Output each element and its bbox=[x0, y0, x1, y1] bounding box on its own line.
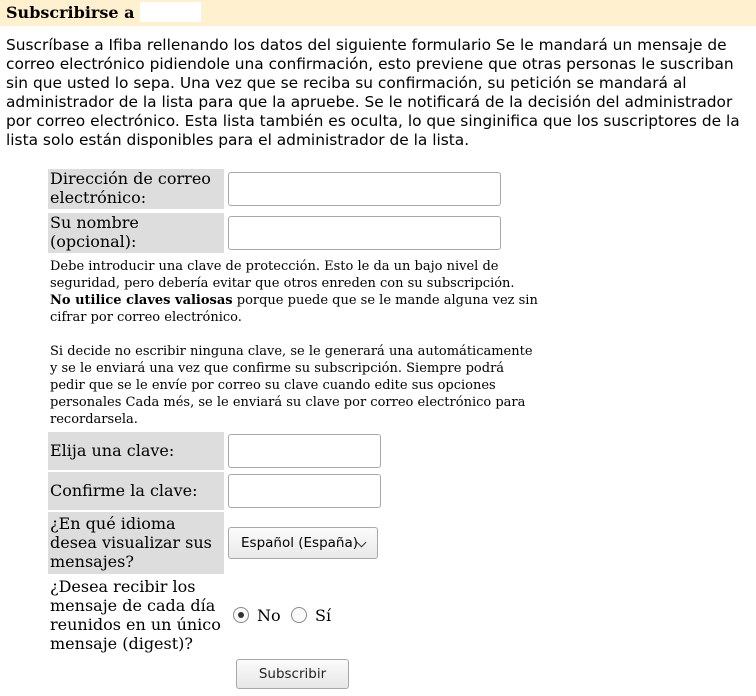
digest-label: ¿Desea recibir los mensaje de cada día reunidos en un único mensaje (digest)? bbox=[50, 577, 221, 653]
password-note bbox=[50, 258, 538, 326]
confirm-password-label: Confirme la clave: bbox=[48, 472, 224, 510]
password-note-part2: porque puede que se le mande alguna vez sin cifrar por correo electrónico. bbox=[50, 293, 538, 325]
password-note-auto: Si decide no escribir ninguna clave, se le generará una automáticamente y se le enviará una vez que confirme su subscripción. Siempre podrá pedir que se le envíe por correo su clave cuando edite sus opciones personales Cada més, se le enviará su clave por correo electrónico para recordarsela. bbox=[50, 344, 533, 427]
language-label: ¿En qué idioma desea visualizar sus mensajes? bbox=[48, 512, 224, 574]
password-note-part1: Debe introducir una clave de protección. Esto le da un bajo nivel de seguridad, pero debería evitar que otros enreden con su subscripción. bbox=[50, 259, 515, 291]
page-header bbox=[0, 0, 756, 26]
name-label: Su nombre (opcional): bbox=[48, 213, 224, 253]
password-note-warning: No utilice claves valiosas bbox=[50, 293, 233, 308]
digest-no-label: No bbox=[257, 606, 281, 625]
chevron-down-icon bbox=[357, 538, 367, 548]
language-select[interactable] bbox=[228, 527, 378, 559]
digest-yes-radio[interactable] bbox=[291, 607, 307, 623]
intro-text: Suscríbase a Ifiba rellenando los datos del siguiente formulario Se le mandará un mensaje de correo electrónico pidiendole una confirmación, esto previene que otras personas le suscriban sin que usted lo sepa. Una vez que se reciba su confirmación, su petición se mandará al administrador de la lista para que la apruebe. Se le notificará de la decisión del administrador por correo electrónico. Esta lista también es oculta, lo que singinifica que los suscriptores de la lista solo están disponibles para el administrador de la lista. bbox=[6, 36, 740, 149]
password-label: Elija una clave: bbox=[48, 432, 224, 470]
subscribe-button[interactable]: Subscribir bbox=[236, 659, 349, 689]
email-label: Dirección de correo electrónico: bbox=[48, 169, 224, 209]
name-input[interactable] bbox=[228, 216, 501, 250]
email-input[interactable] bbox=[228, 172, 501, 206]
list-name-blank bbox=[140, 2, 201, 22]
confirm-password-input[interactable] bbox=[228, 474, 381, 508]
page-title: Subscribirse a bbox=[6, 3, 135, 22]
password-input[interactable] bbox=[228, 434, 381, 468]
digest-yes-label: Sí bbox=[315, 606, 332, 625]
digest-no-radio[interactable] bbox=[233, 607, 249, 623]
language-selected-value: Español (España) bbox=[241, 535, 359, 551]
